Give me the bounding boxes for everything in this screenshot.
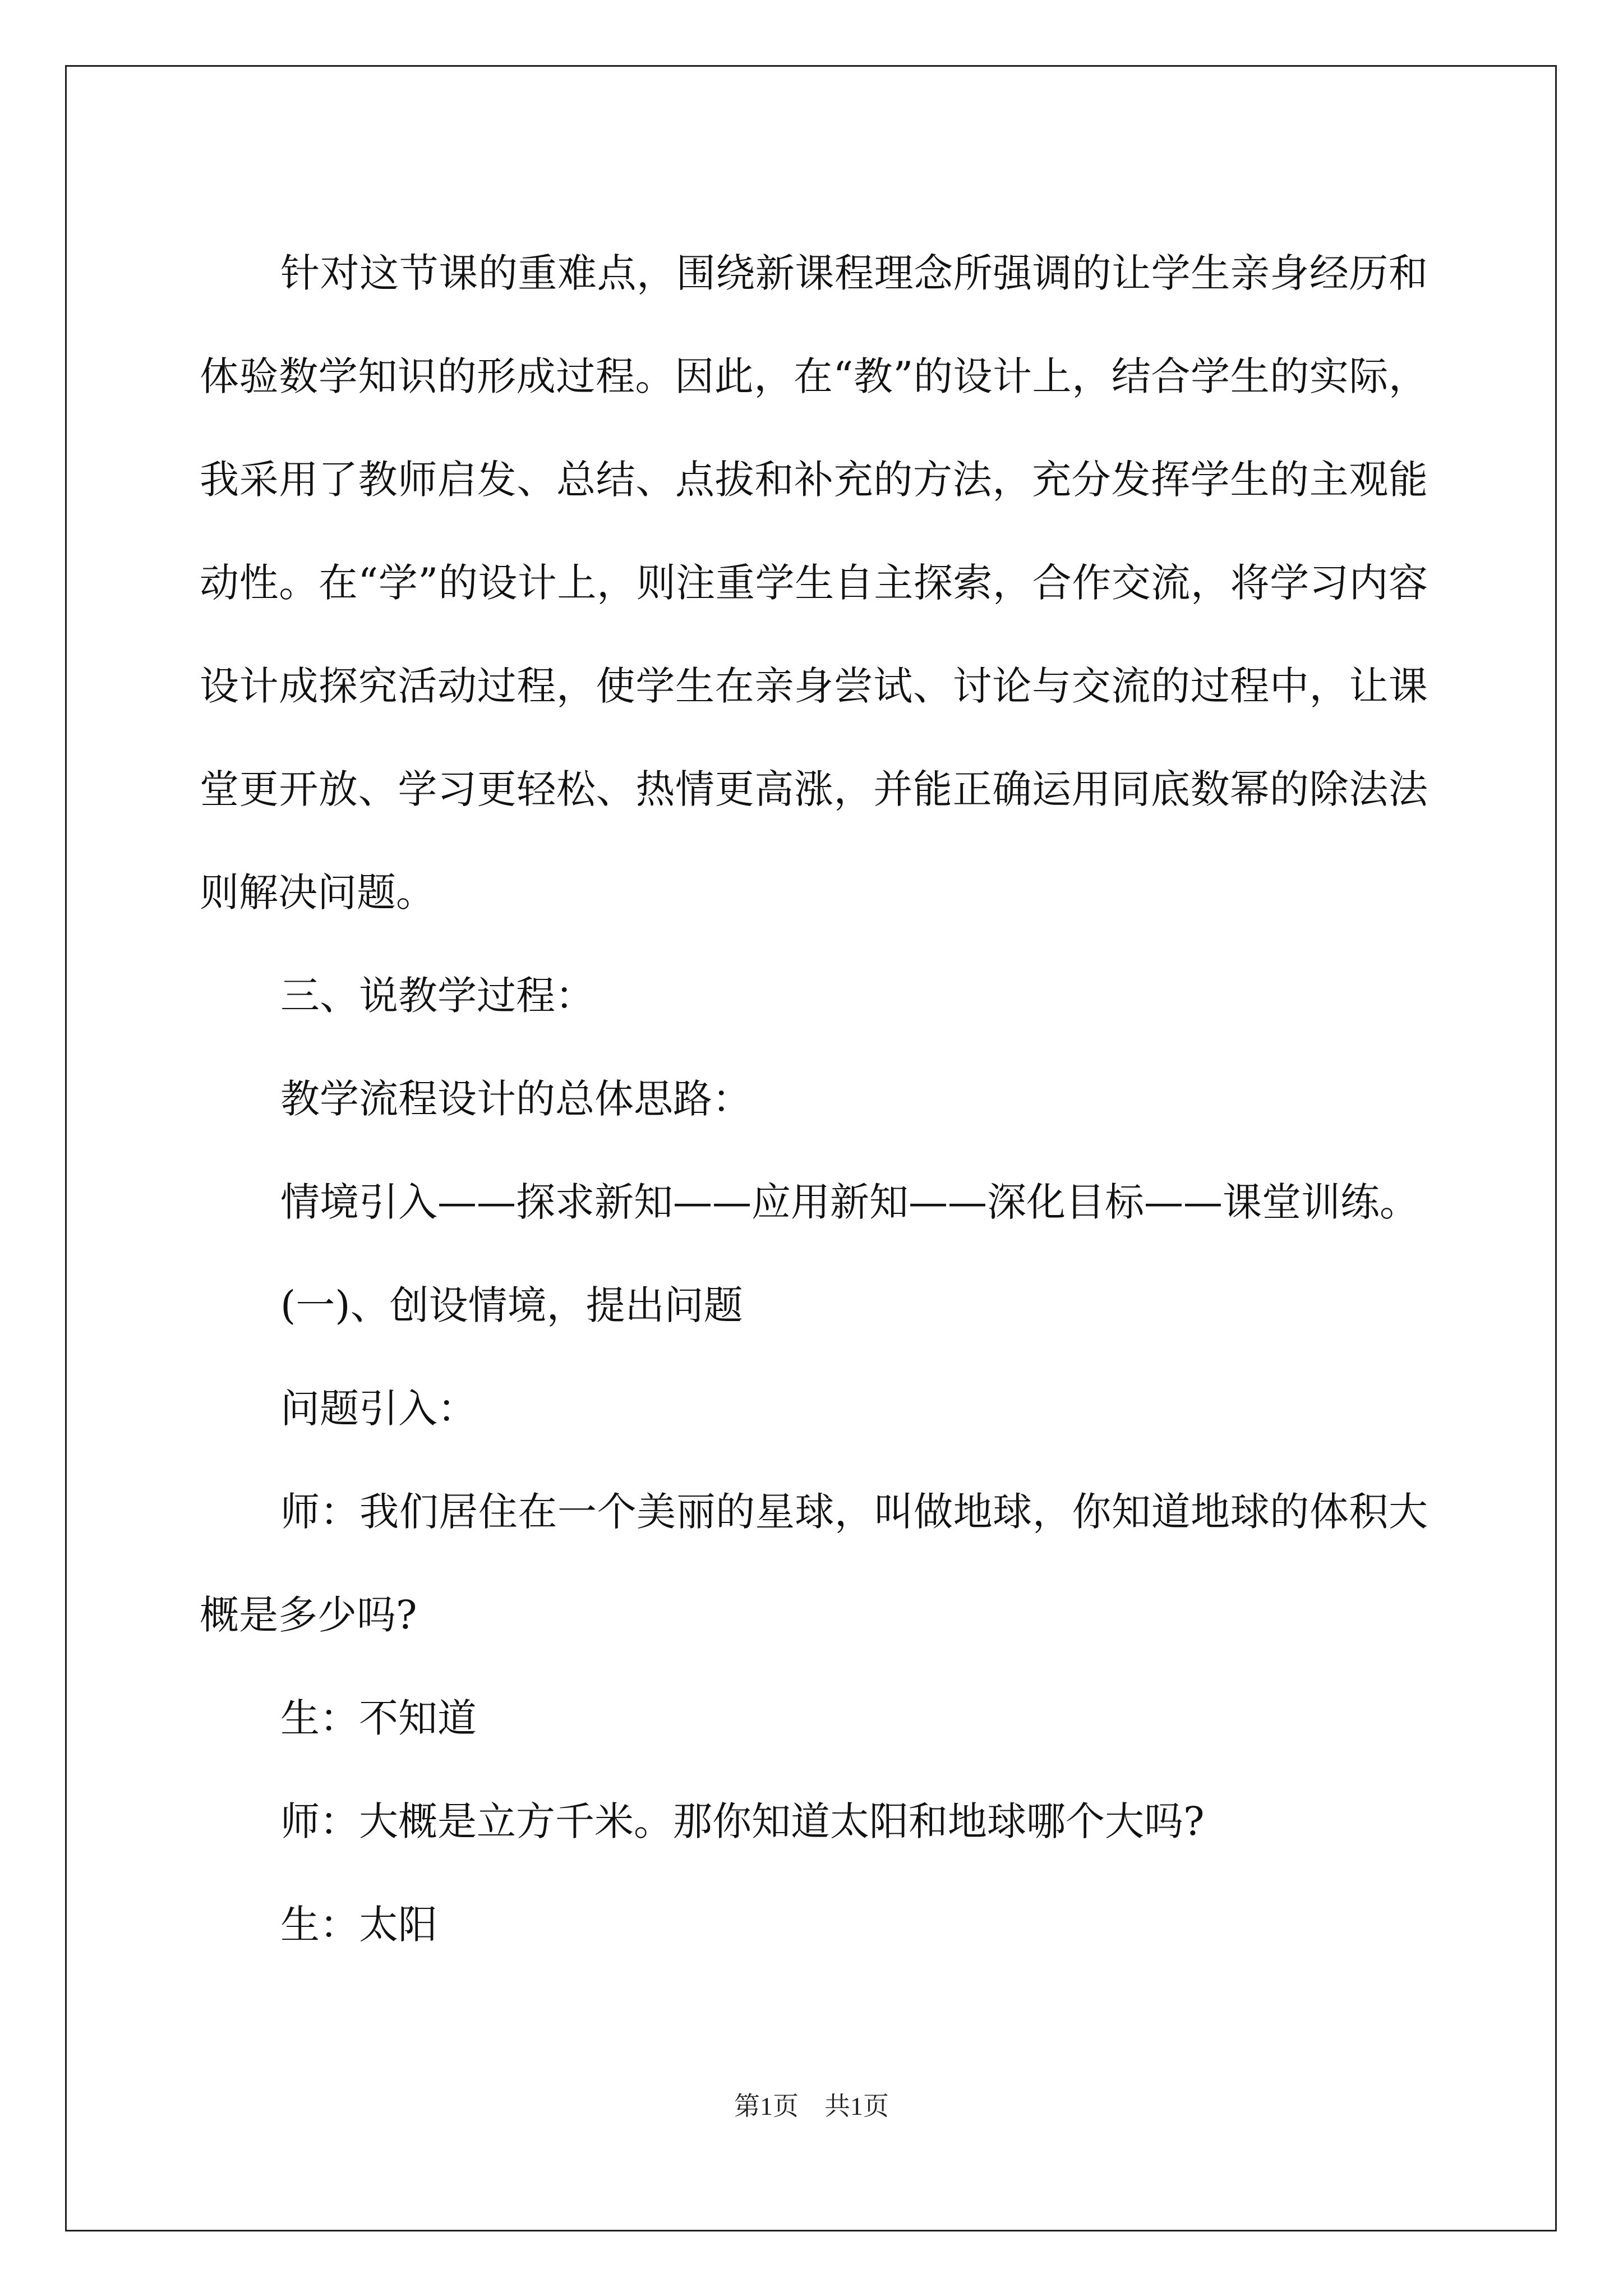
dialog-teacher-2: 师：大概是立方千米。那你知道太阳和地球哪个大吗? xyxy=(280,1798,1205,1844)
section-heading-teaching-process: 三、说教学过程： xyxy=(280,973,594,1019)
paragraph-question-intro: 问题引入： xyxy=(280,1386,477,1432)
paragraph-flow-idea: 教学流程设计的总体思路： xyxy=(280,1076,751,1122)
dialog-student-1: 生：不知道 xyxy=(280,1695,477,1741)
paragraph-teaching-approach: 针对这节课的重难点，围绕新课程理念所强调的让学生亲身经历和体验数学知识的形成过程。因此，在“教”的设计上，结合学生的实际，我采用了教师启发、总结、点拔和补充的方法，充分发挥学生的主观能动性。在“学”的设计上，则注重学生自主探索，合作交流，将学习内容设计成探究活动过程，使学生在亲身尝试、讨论与交流的过程中，让课堂更开放、学习更轻松、热情更高涨，并能正确运用同底数幂的除法法则解决问题。 xyxy=(200,250,1428,915)
dialog-student-2: 生：太阳 xyxy=(280,1902,437,1948)
page-number-footer: 第1页 共1页 xyxy=(734,2092,889,2120)
dialog-teacher-1: 师：我们居住在一个美丽的星球，叫做地球，你知道地球的体积大概是多少吗? xyxy=(200,1489,1428,1638)
subsection-heading-situation: (一)、创设情境，提出问题 xyxy=(280,1282,743,1328)
paragraph-flow-steps: 情境引入——探求新知——应用新知——深化目标——课堂训练。 xyxy=(280,1179,1419,1225)
document-body xyxy=(200,222,1428,1976)
